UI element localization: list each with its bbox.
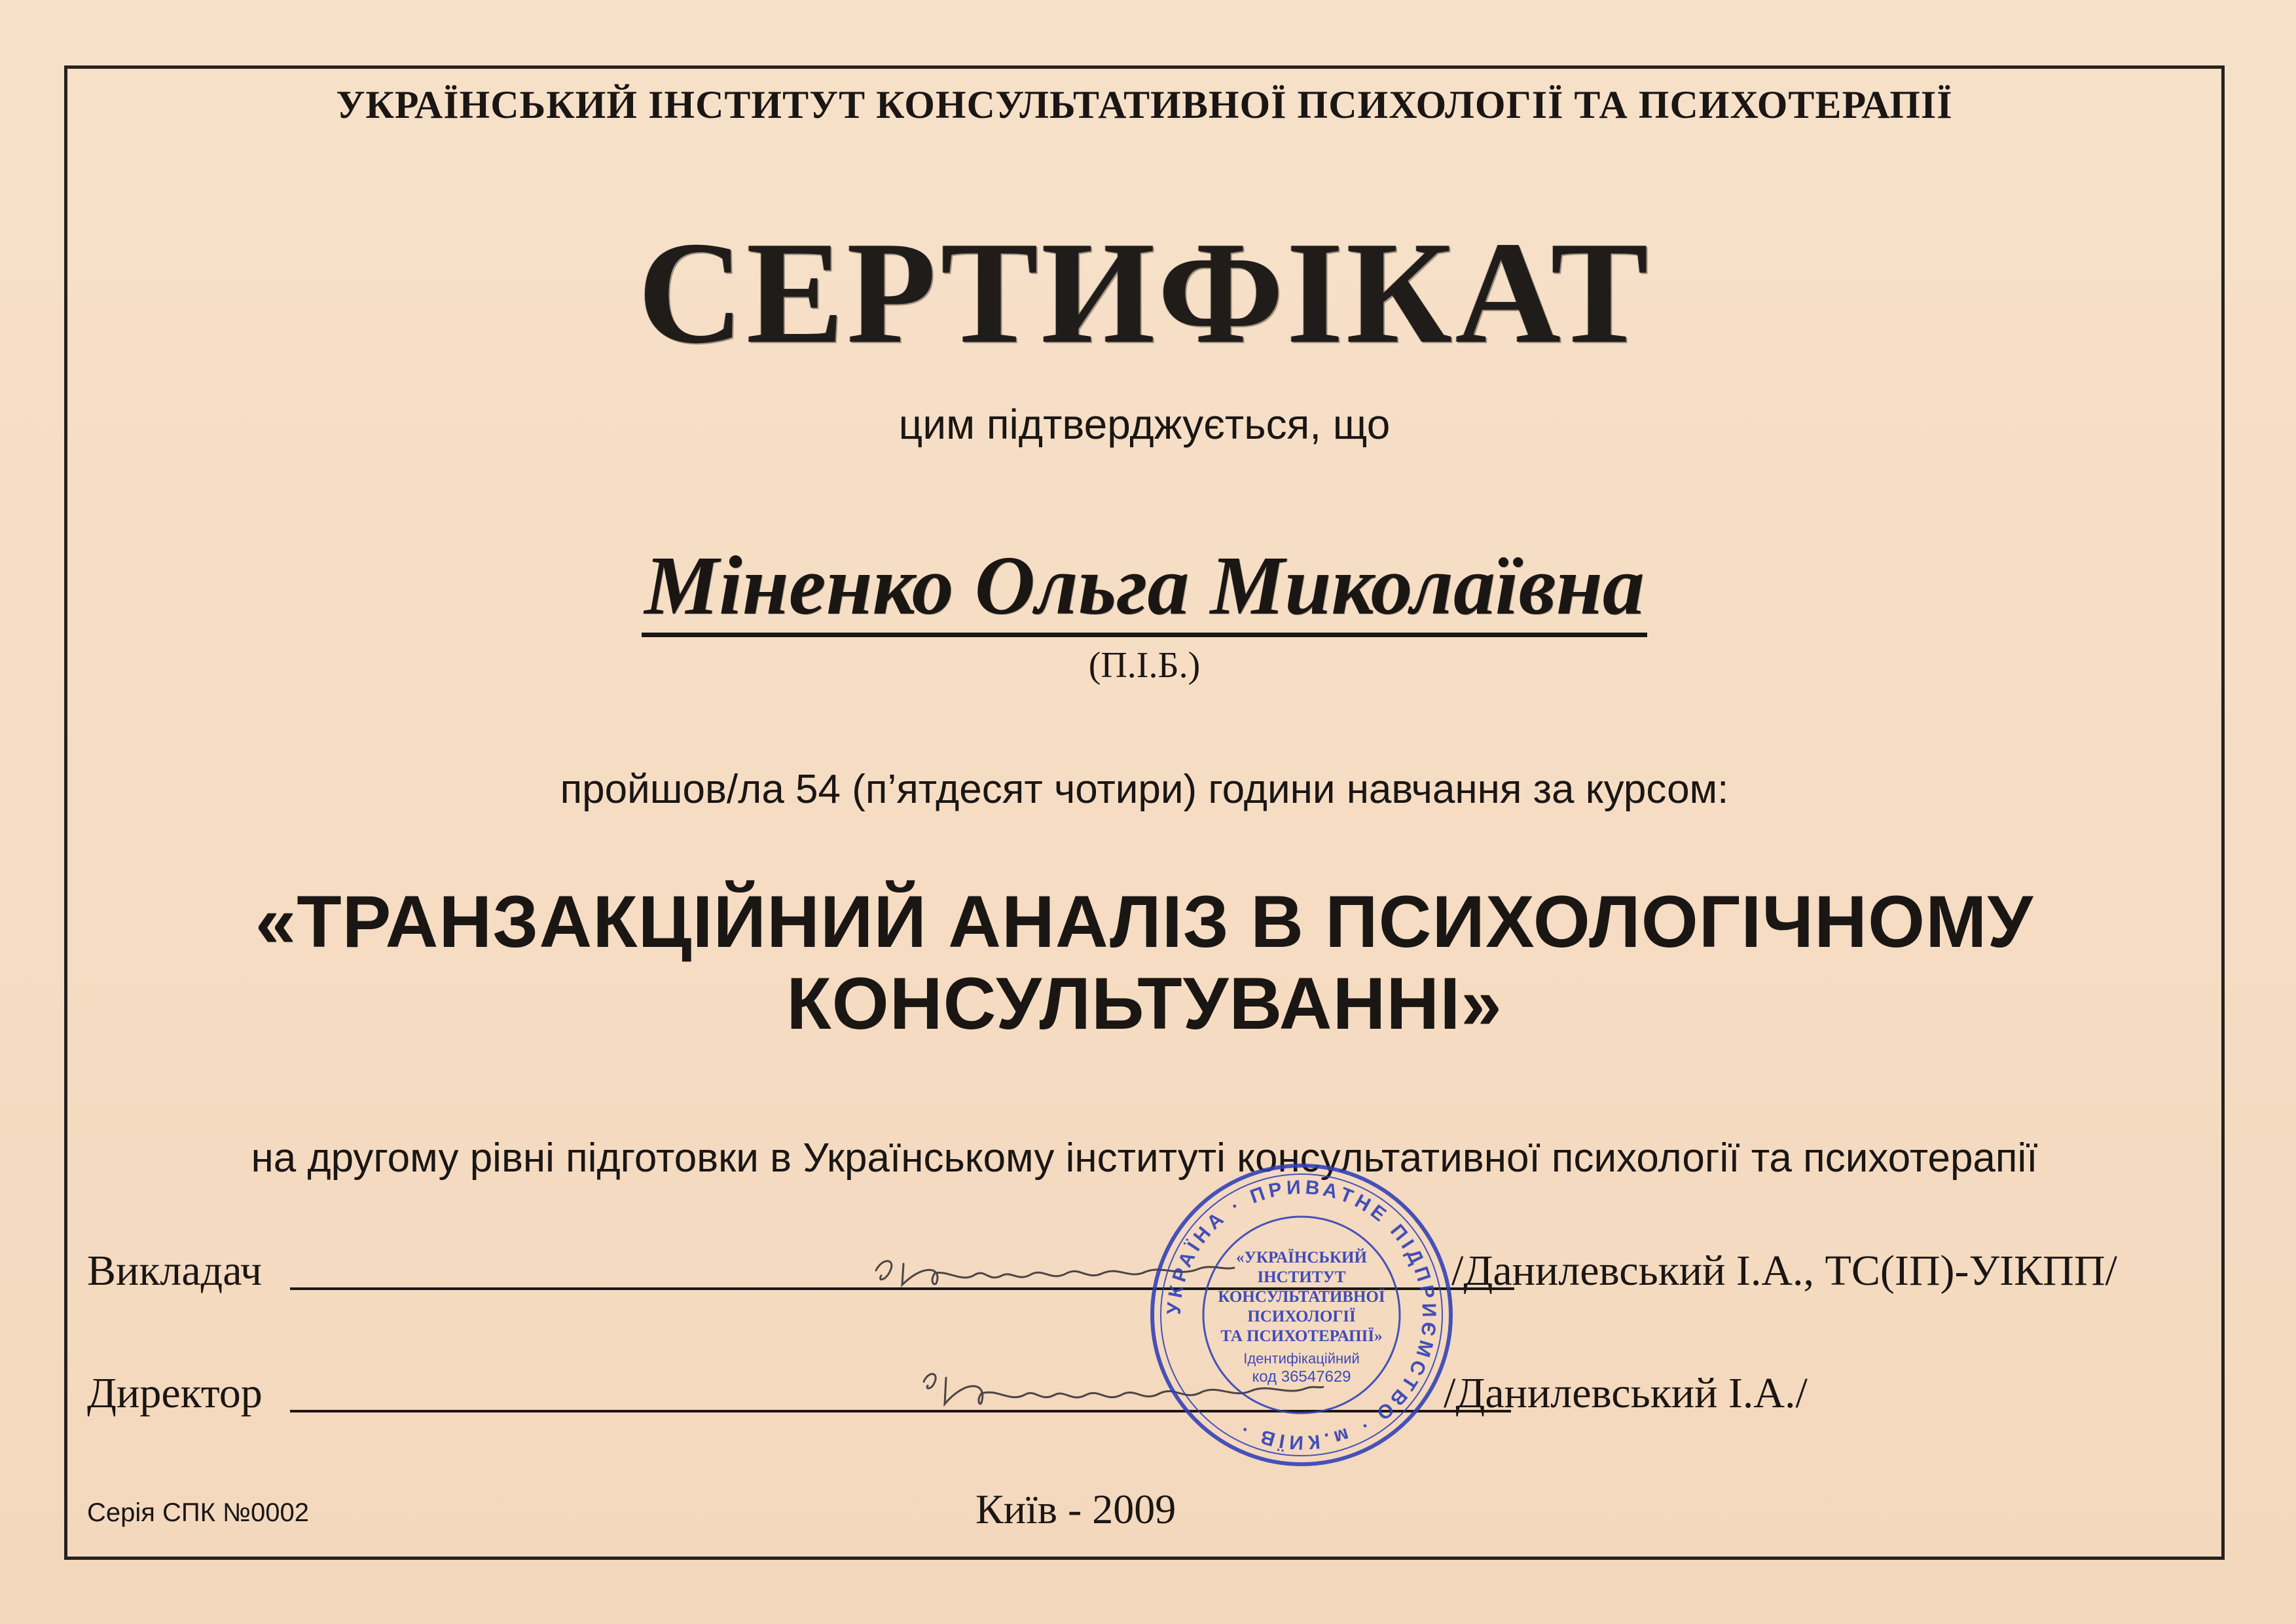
stamp-line-5: ТА ПСИХОТЕРАПІЇ»: [1220, 1327, 1383, 1345]
hours-statement: пройшов/ла 54 (п’ятдесят чотири) години навчання за курсом:: [560, 767, 1729, 812]
stamp-line-2: ІНСТИТУТ: [1257, 1268, 1346, 1286]
stamp-line-1: «УКРАЇНСЬКИЙ: [1236, 1249, 1367, 1266]
teacher-label: Викладач: [87, 1247, 263, 1295]
city-year: Київ - 2009: [975, 1486, 1176, 1532]
stamp-line-4: ПСИХОЛОГІЇ: [1247, 1308, 1356, 1325]
course-title: [64, 881, 2225, 1045]
institute-stamp: [1144, 1158, 1459, 1472]
stamp-line-7: код 36547629: [1252, 1368, 1351, 1386]
confirm-text: цим підтверджується, що: [898, 401, 1391, 448]
stamp-line-3: КОНСУЛЬТАТИВНОЇ: [1218, 1288, 1385, 1306]
stamp-line-6: Ідентифікаційний: [1243, 1350, 1360, 1367]
course-title-line-1: «ТРАНЗАКЦІЙНИЙ АНАЛІЗ В ПСИХОЛОГІЧНОМУ: [255, 881, 2034, 963]
director-name: /Данилевський І.А./: [1444, 1369, 1808, 1417]
institute-name: УКРАЇНСЬКИЙ ІНСТИТУТ КОНСУЛЬТАТИВНОЇ ПСИХОЛОГІЇ ТА ПСИХОТЕРАПІЇ: [336, 83, 1953, 126]
name-caption: (П.І.Б.): [1088, 645, 1201, 686]
teacher-name: /Данилевський І.А., ТС(ІП)-УІКПП/: [1451, 1247, 2117, 1295]
recipient-name: Міненко Ольга Миколаївна: [642, 544, 1647, 637]
level-statement: на другому рівні підготовки в Українському інституті консультативної психології та психотерапії: [251, 1135, 2038, 1181]
stamp-outer-ring-text: УКРАЇНА · ПРИВАТНЕ ПІДПРИЄМСТВО · м.КИЇВ ·: [1163, 1176, 1440, 1454]
certificate-title: СЕРТИФІКАТ: [638, 212, 1651, 374]
course-title-line-2: КОНСУЛЬТУВАННІ»: [786, 963, 1503, 1045]
director-label: Директор: [87, 1369, 263, 1417]
certificate-series: Серія СПК №0002: [87, 1498, 309, 1527]
recipient-block: [64, 539, 2225, 637]
